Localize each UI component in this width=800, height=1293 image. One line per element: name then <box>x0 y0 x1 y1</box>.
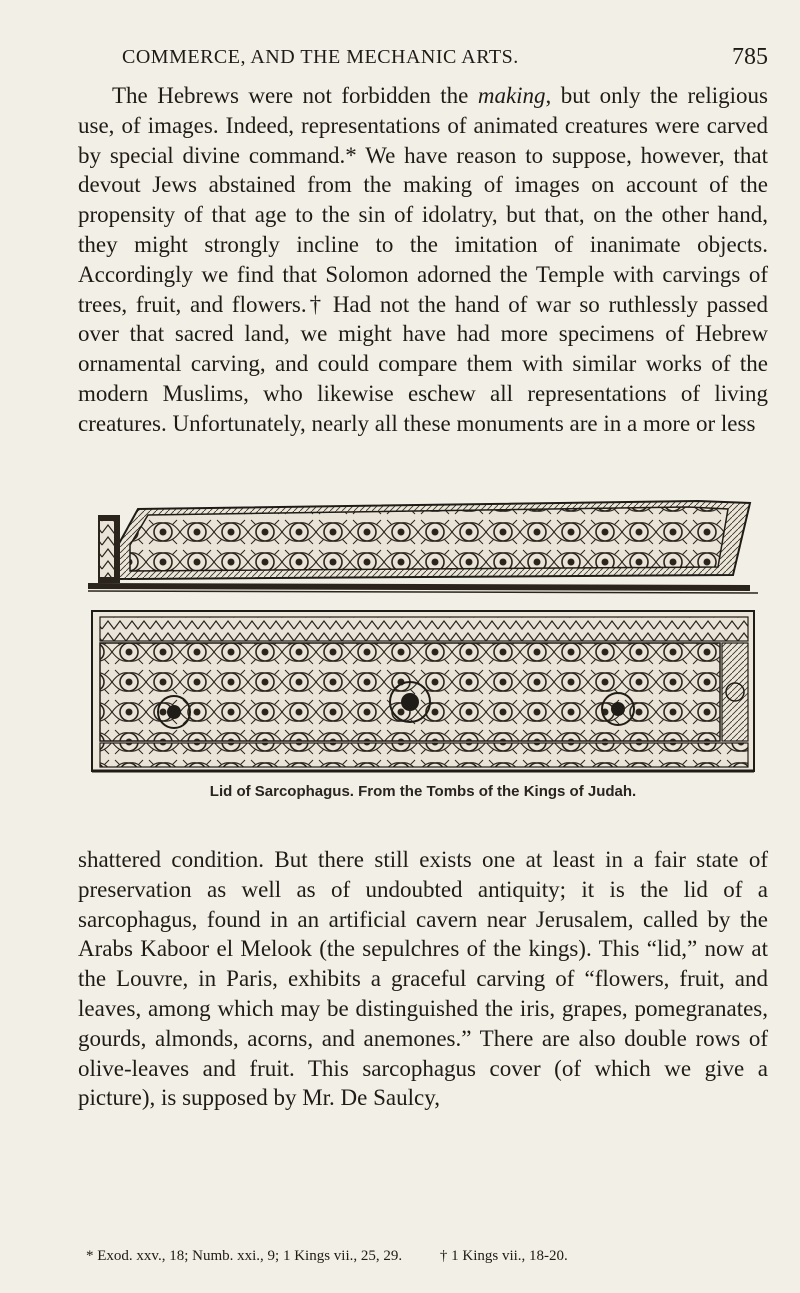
footnote-1: * Exod. xxv., 18; Numb. xxi., 9; 1 Kings vii., 25, 29. <box>86 1248 403 1264</box>
emphasis-making: making <box>477 83 546 108</box>
figure-caption: Lid of Sarcophagus. From the Tombs of the Kings of Judah. <box>209 783 637 800</box>
paragraph-2 <box>78 845 768 1113</box>
paragraph-1-lead: The Hebrews were not forbidden the <box>112 83 478 108</box>
page-number: 785 <box>732 44 768 70</box>
paragraph-2-text: shattered condition. But there still exists one at least in a fair state of preservation as well as of undoubted antiquity; it is the lid of a sarcophagus, found in an artificial cavern near Jerusalem, called by the Arabs Kaboor el Melook (the sepulchres of the kings). This “lid,” now at the Louvre, in Paris, exhibits a graceful carving of “flowers, fruit, and leaves, among which may be distinguished the iris, grapes, pomegranates, gourds, almonds, acorns, and anemones.” There are also double rows of olive-leaves and fruit. This sarcophagus cover (of which we give a picture), is supposed by Mr. De Saulcy, <box>78 847 768 1111</box>
sarcophagus-lid-illustration <box>78 487 768 777</box>
paragraph-1-rest: , but only the religious use, of images. Indeed, representations of animated creatures were carved by special divine command.* We have reason to suppose, however, that devout Jews abstained from the making of images on account of the propensity of that age to the sin of idolatry, but that, on the other hand, they might strongly incline to the imitation of inanimate objects. Accordingly we find that Solomon adorned the Temple with carvings of trees, fruit, and flowers.† Had not the hand of war so ruthlessly passed over that sacred land, we might have had more specimens of Hebrew ornamental carving, and could compare them with similar works of the modern Muslims, who likewise eschew all representations of living creatures. Unfortunately, nearly all these monuments are in a more or less <box>78 83 768 436</box>
running-head: COMMERCE, AND THE MECHANIC ARTS. <box>122 46 519 68</box>
sarcophagus-lid-figure <box>78 487 768 812</box>
paragraph-1 <box>78 81 768 439</box>
footnotes <box>86 1248 776 1265</box>
page-header <box>98 46 768 76</box>
footnote-2: † 1 Kings vii., 18-20. <box>439 1248 568 1264</box>
